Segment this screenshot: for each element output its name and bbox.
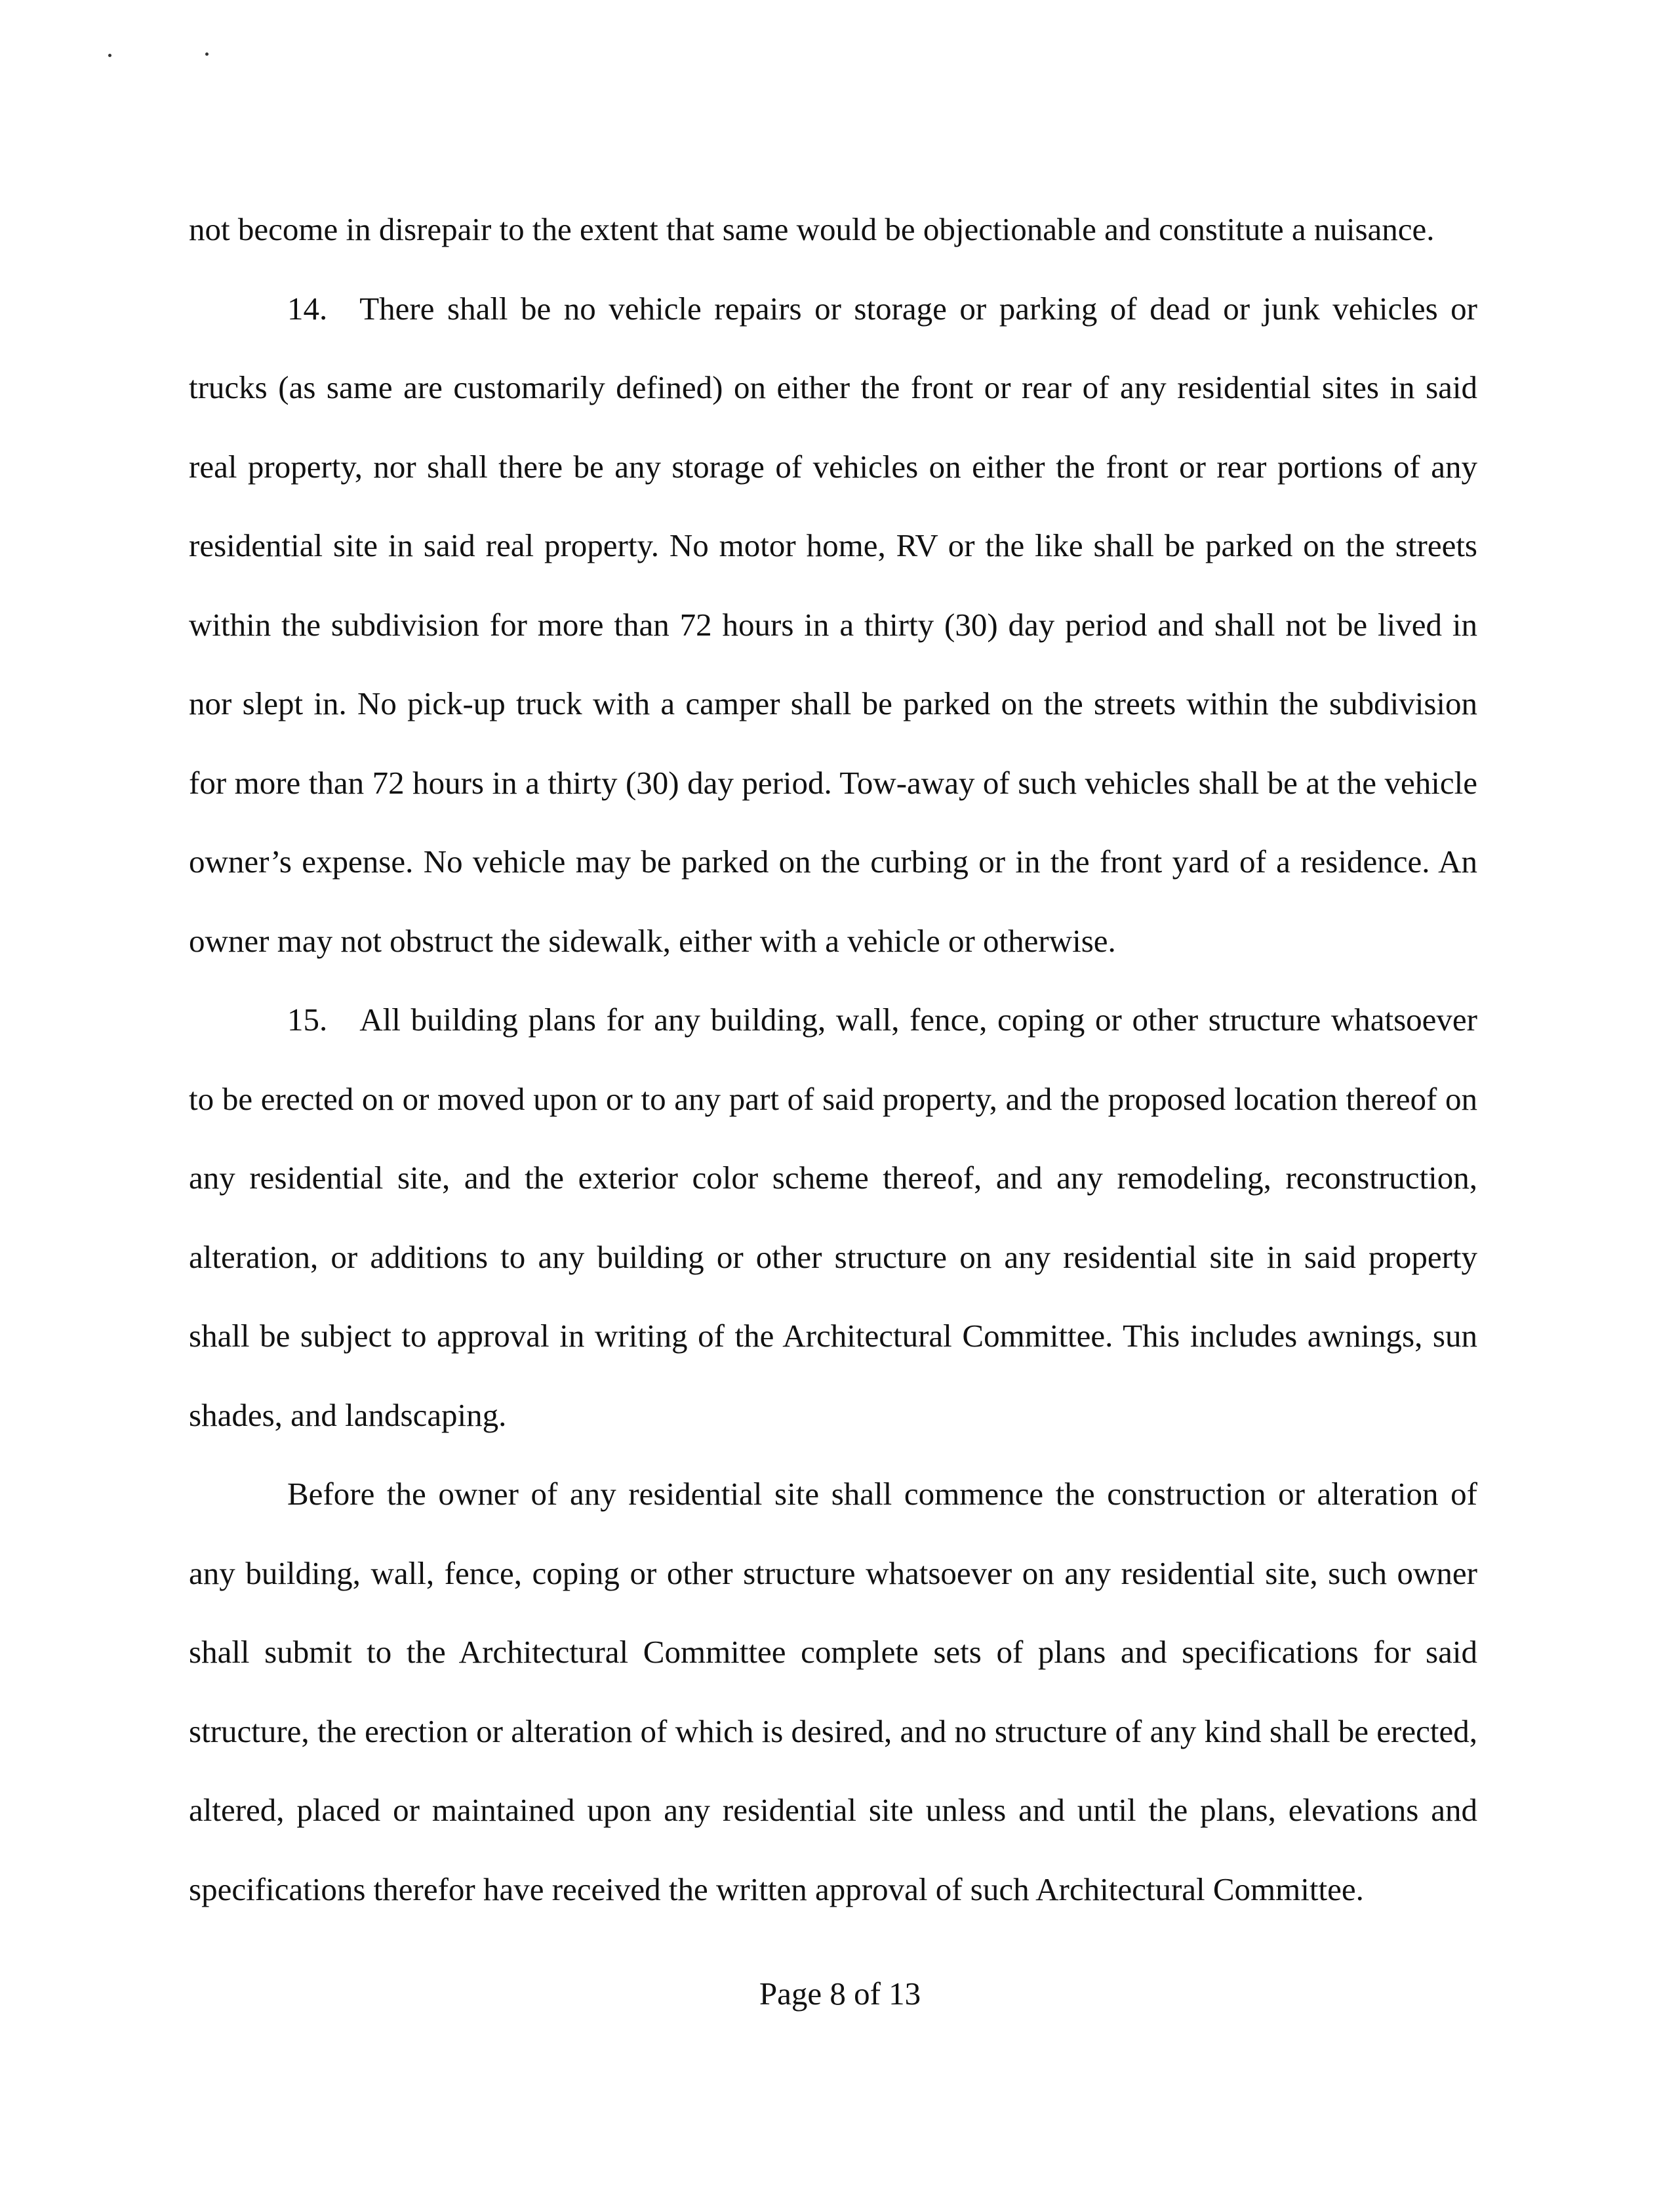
scan-speck [205, 52, 209, 56]
paragraph-15: 15. All building plans for any building, wall, fence, coping or other structure whatsoever to be erected on or moved upon or to any part of said property, and the proposed location thereof on any residential site, and the exterior color scheme thereof, and any remodeling, reconstruction, alteration, or additions to any building or other structure on any residential site in said property shall be subject to approval in writing of the Architectural Committee. This includes awnings, sun shades, and landscaping. [189, 1002, 1477, 1433]
page-number: Page 8 of 13 [759, 1976, 921, 2012]
document-body [189, 190, 1477, 1929]
scan-speck [108, 54, 111, 57]
continuation-line: not become in disrepair to the extent that same would be objectionable and constitute a nuisance. [189, 211, 1435, 247]
paragraph-15-continued: Before the owner of any residential site shall commence the construction or alteration of any building, wall, fence, coping or other structure whatsoever on any residential site, such owner shall submit to the Architectural Committee complete sets of plans and specifications for said structure, the erection or alteration of which is desired, and no structure of any kind shall be erected, altered, placed or maintained upon any residential site unless and until the plans, elevations and specifications therefor have received the written approval of such Architectural Committee. [189, 1476, 1477, 1907]
paragraph-14: 14. There shall be no vehicle repairs or storage or parking of dead or junk vehicles or trucks (as same are customarily defined) on either the front or rear of any residential sites in said real property, nor shall there be any storage of vehicles on either the front or rear portions of any residential site in said real property. No motor home, RV or the like shall be parked on the streets within the subdivision for more than 72 hours in a thirty (30) day period and shall not be lived in nor slept in. No pick-up truck with a camper shall be parked on the streets within the subdivision for more than 72 hours in a thirty (30) day period. Tow-away of such vehicles shall be at the vehicle owner’s expense. No vehicle may be parked on the curbing or in the front yard of a residence. An owner may not obstruct the sidewalk, either with a vehicle or otherwise. [189, 290, 1477, 959]
